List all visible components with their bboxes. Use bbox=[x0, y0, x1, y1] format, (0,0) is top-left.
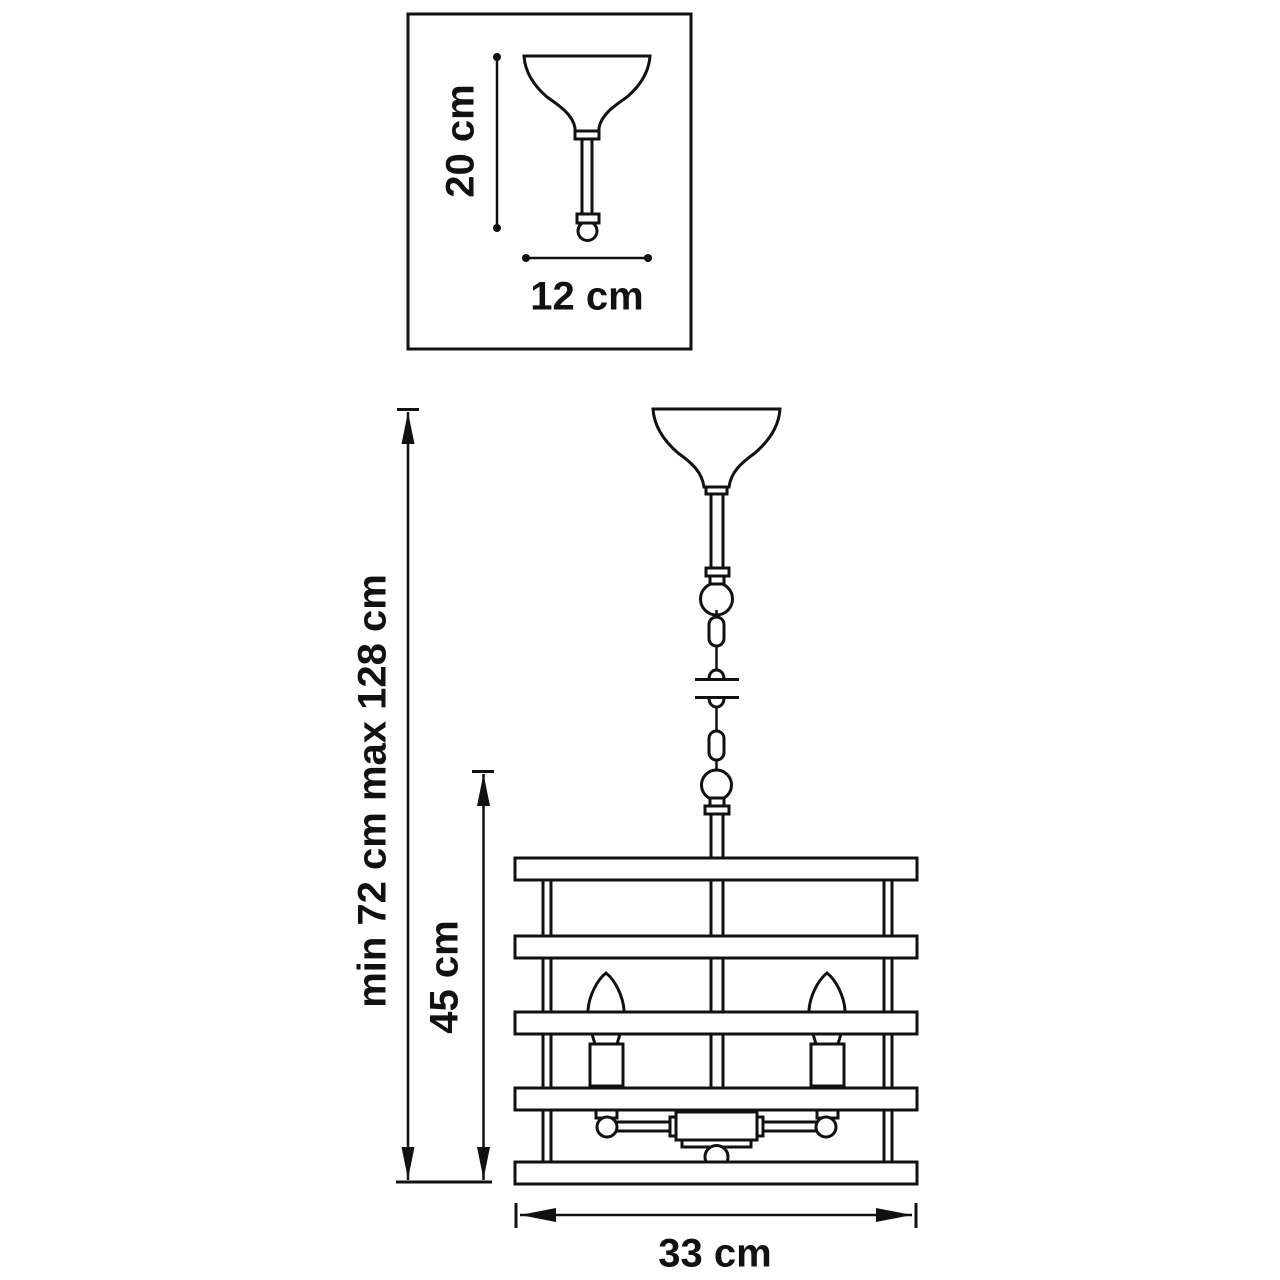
arm-left bbox=[612, 1122, 674, 1131]
arm-ball-right bbox=[816, 1117, 836, 1137]
arrow-up-icon bbox=[402, 412, 415, 444]
arm-ball-left bbox=[597, 1117, 617, 1137]
chandelier-cage-drawing bbox=[515, 812, 917, 1184]
candle-socket-left bbox=[590, 1044, 623, 1086]
cage-band-2 bbox=[515, 936, 917, 958]
inset-height-label: 20 cm bbox=[438, 84, 483, 198]
rod-collar-wide bbox=[705, 806, 729, 814]
cage-band-1 bbox=[515, 858, 917, 880]
dimension-dot bbox=[522, 254, 530, 262]
arrow-up-icon bbox=[477, 774, 490, 806]
chain-ball-bottom bbox=[702, 770, 732, 800]
candle-socket-right bbox=[811, 1044, 844, 1086]
inset-width-dimension-line bbox=[522, 254, 652, 262]
chain-link-1 bbox=[709, 617, 724, 646]
center-hub bbox=[676, 1112, 757, 1140]
shade-height-label: 45 cm bbox=[422, 920, 467, 1034]
inset-canopy-drawing bbox=[524, 56, 650, 241]
arrow-left-icon bbox=[520, 1208, 556, 1222]
dimension-dot bbox=[493, 53, 501, 61]
dimension-dot bbox=[493, 224, 501, 232]
shade-width-dimension-line bbox=[516, 1203, 916, 1228]
chain-link-2 bbox=[709, 731, 724, 760]
chain-half-link-lower bbox=[709, 698, 724, 707]
shade-width-label: 33 cm bbox=[658, 1231, 772, 1276]
overall-height-dimension-line bbox=[396, 410, 492, 1183]
canopy-bell bbox=[653, 409, 780, 487]
canopy-stem bbox=[711, 494, 723, 570]
arrow-right-icon bbox=[876, 1208, 912, 1222]
inset-canopy-stem bbox=[582, 139, 592, 215]
overall-height-label: min 72 cm max 128 cm bbox=[350, 574, 395, 1008]
inset-height-dimension-line bbox=[493, 53, 501, 232]
inset-canopy-collar bbox=[577, 214, 599, 223]
cage-band-4 bbox=[515, 1088, 917, 1110]
dimension-dot bbox=[644, 254, 652, 262]
shade-height-dimension-line bbox=[472, 772, 494, 1181]
arrow-down-icon bbox=[477, 1147, 490, 1179]
arrow-down-icon bbox=[402, 1147, 415, 1179]
suspension-drawing bbox=[653, 409, 780, 814]
cage-band-5 bbox=[515, 1162, 917, 1184]
cage-band-3 bbox=[515, 1012, 917, 1034]
inset-width-label: 12 cm bbox=[530, 274, 644, 319]
arm-right bbox=[759, 1122, 821, 1131]
chain-half-link-upper bbox=[709, 670, 724, 679]
stem-collar-narrow bbox=[710, 576, 724, 584]
inset-canopy-bell bbox=[524, 56, 650, 131]
